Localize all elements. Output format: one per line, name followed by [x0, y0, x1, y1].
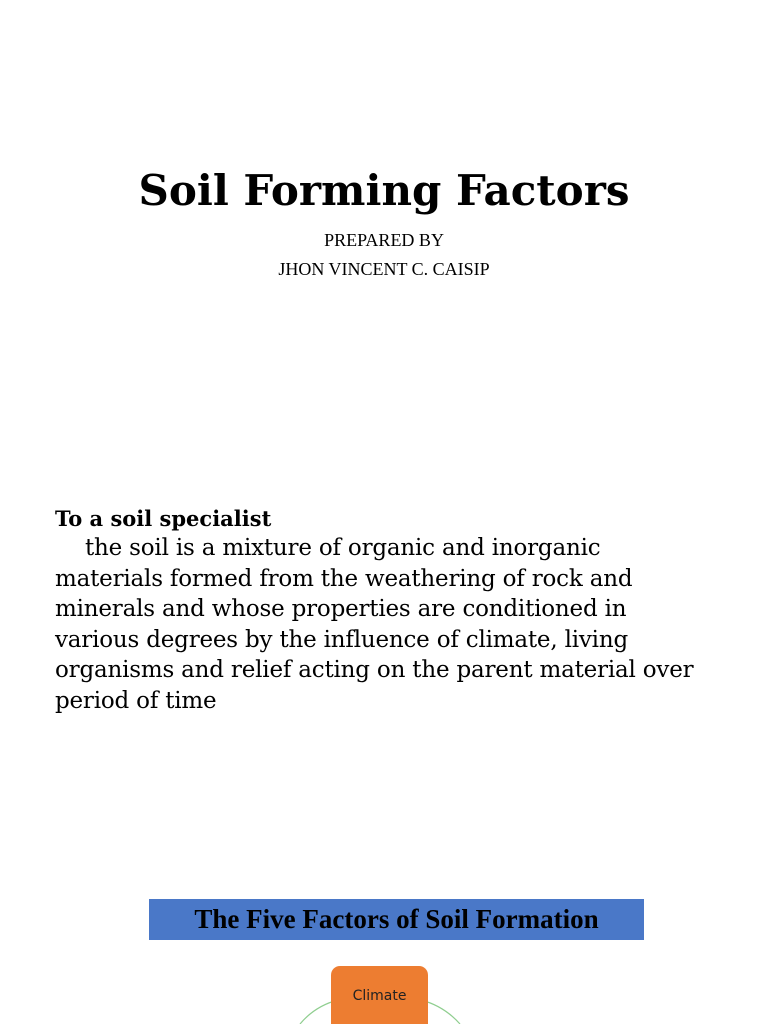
definition-section	[55, 505, 715, 716]
definition-body: the soil is a mixture of organic and inorganic materials formed from the weathering of rock and minerals and whose properties are conditioned in various degrees by the influence of climate, living organisms and relief acting on the parent material over period of time	[55, 535, 694, 714]
diagram-node-climate	[331, 966, 428, 1024]
definition-heading: To a soil specialist	[55, 506, 272, 531]
prepared-by-label: PREPARED BY	[324, 230, 444, 250]
factors-banner-title: The Five Factors of Soil Formation	[194, 904, 599, 934]
author-name: JHON VINCENT C. CAISIP	[278, 259, 490, 279]
diagram-node-label: Climate	[352, 988, 407, 1004]
page-title: Soil Forming Factors	[138, 166, 630, 215]
factors-banner	[149, 899, 644, 940]
